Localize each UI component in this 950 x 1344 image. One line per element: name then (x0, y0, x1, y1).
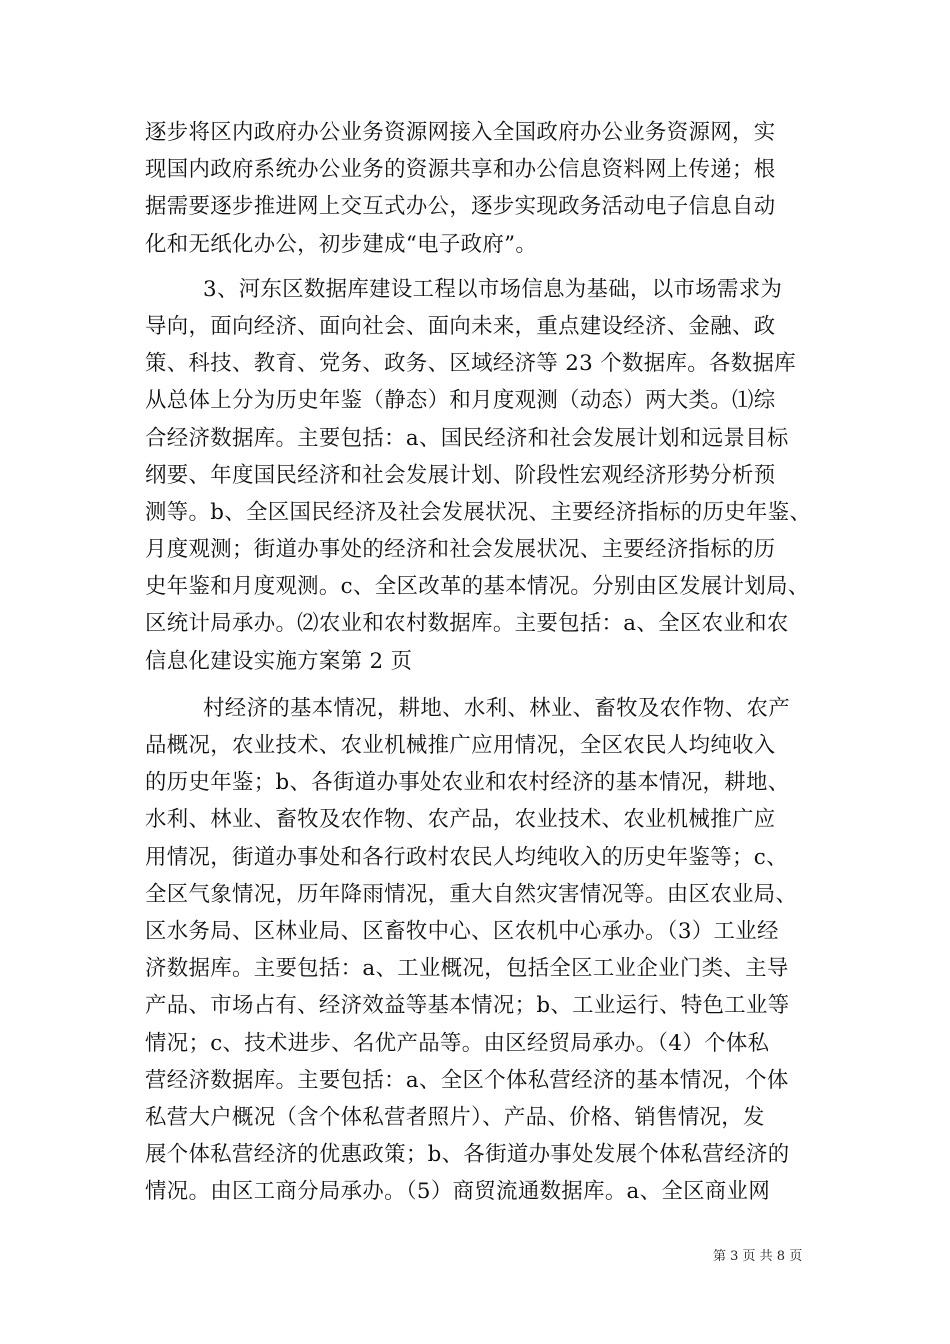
text-line: 品概况，农业技术、农业机械推广应用情况，全区农民人均纯收入 (145, 733, 776, 758)
text-line: 据需要逐步推进网上交互式办公，逐步实现政务活动电子信息自动 (145, 194, 776, 220)
text-line: 月度观测；街道办事处的经济和社会发展状况、主要经济指标的历 (145, 537, 776, 563)
text-line: 的历史年鉴；b、各街道办事处农业和农村经济的基本情况，耕地、 (145, 770, 790, 796)
running-header: 信息化建设实施方案第 2 页 (145, 648, 413, 674)
text-line: 区统计局承办。⑵农业和农村数据库。主要包括：a、全区农业和农 (145, 611, 789, 637)
paragraph-gap (145, 680, 815, 690)
text-line: 化和无纸化办公，初步建成“电子政府”。 (145, 231, 538, 257)
text-line: 情况。由区工商分局承办。（5）商贸流通数据库。a、全区商业网 (145, 1179, 771, 1205)
text-line: 产品、市场占有、经济效益等基本情况；b、工业运行、特色工业等 (145, 993, 790, 1019)
text-line: 合经济数据库。主要包括：a、国民经济和社会发展计划和远景目标 (145, 425, 789, 451)
text-line: 3、河东区数据库建设工程以市场信息为基础，以市场需求为 (203, 276, 783, 302)
text-line: 水利、林业、畜牧及农作物、农产品，农业技术、农业机械推广应 (145, 807, 776, 833)
text-line: 现国内政府系统办公业务的资源共享和办公信息资料网上传递；根 (145, 157, 776, 183)
paragraph-gap (145, 263, 815, 271)
text-line: 全区气象情况，历年降雨情况，重大自然灾害情况等。由区农业局、 (145, 881, 798, 907)
text-line: 从总体上分为历史年鉴（静态）和月度观测（动态）两大类。⑴综 (145, 388, 776, 414)
text-line: 展个体私营经济的优惠政策；b、各街道办事处发展个体私营经济的 (145, 1142, 790, 1168)
text-line: 济数据库。主要包括：a、工业概况，包括全区工业企业门类、主导 (145, 956, 789, 982)
text-line: 村经济的基本情况，耕地、水利、林业、畜牧及农作物、农产 (203, 695, 790, 721)
text-line: 导向，面向经济、面向社会、面向未来，重点建设经济、金融、政 (145, 313, 776, 339)
text-line: 逐步将区内政府办公业务资源网接入全国政府办公业务资源网，实 (145, 120, 776, 145)
text-line: 私营大户概况（含个体私营者照片）、产品、价格、销售情况，发 (145, 1104, 765, 1130)
text-line: 营经济数据库。主要包括：a、全区个体私营经济的基本情况，个体 (145, 1067, 789, 1093)
page-number: 第 3 页 共 8 页 (713, 1249, 803, 1264)
text-line: 情况；c、技术进步、名优产品等。由区经贸局承办。（4）个体私 (145, 1030, 770, 1056)
text-line: 纲要、年度国民经济和社会发展计划、阶段性宏观经济形势分析预 (145, 462, 776, 488)
text-line: 策、科技、教育、党务、政务、区域经济等 23 个数据库。各数据库 (145, 351, 796, 377)
document-body (145, 114, 815, 1210)
text-line: 史年鉴和月度观测。c、全区改革的基本情况。分别由区发展计划局、 (145, 574, 810, 600)
text-line: 用情况，街道办事处和各行政村农民人均纯收入的历史年鉴等；c、 (145, 844, 788, 870)
text-line: 区水务局、区林业局、区畜牧中心、区农机中心承办。（3）工业经 (145, 918, 779, 944)
text-line: 测等。b、全区国民经济及社会发展状况、主要经济指标的历史年鉴、 (145, 499, 812, 525)
